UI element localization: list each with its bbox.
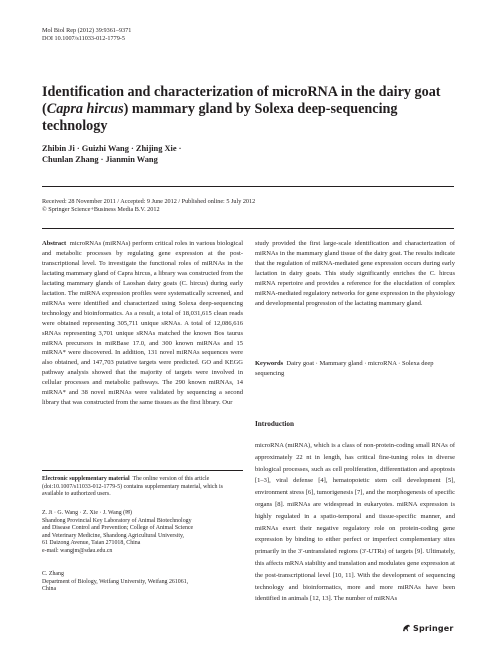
received-dates: Received: 28 November 2011 / Accepted: 9 June 2012 / Published online: 5 July 2012 (42, 198, 256, 205)
introduction-text: microRNA (miRNA), which is a class of non-protein-coding small RNAs of approximately 22 nt in length, has critical fine-tuning roles in diverse biological processes, such as cell proliferation, differentiation and apoptosis [1–3], viral defense [4], hematopoietic stem cell development [5], environment stress [6], tumorigenesis [7], and the morphogenesis of specific organs [8]. miRNAs are widespread in eukaryotes. miRNA expression is highly regulated in a spatio-temporal and tissue-specific manner, and miRNAs exert their negative regulatory role on protein-coding gene expression by binding to either perfect or imperfect complementary sites primarily in the 3′-untranslated regions (3′-UTRs) of targets [9]. Ultimately, this affects mRNA stability and translation and modulates gene expression at the post-transcriptional level [10, 11]. With the development of sequencing technology and bioinformatics, more and more miRNAs have been identified in animals [12, 13]. The number of miRNAs (255, 442, 455, 603)
footnote-divider (42, 470, 243, 471)
abstract-text: microRNAs (miRNAs) perform critical roles in various biological and metabolic processes by regulating gene expression at the post-transcriptional level. To investigate the functional roles of miRNAs in the lactating mammary gland of Capra hircus, a library was constructed from the lactating mammary glands of Laoshan dairy goats (C. hircus) during early lactation. The miRNA expression profiles were systematically screened, and miRNAs were identified and characterized using Solexa deep-sequencing technology and bioinformatics. As a result, a total of 18,031,615 clean reads were obtained representing 305,711 unique sRNAs. A total of 12,086,616 sRNAs representing 3,701 unique sRNAs matched the known Bos taurus miRNA precursors in miRBase 17.0, and 300 known miRNAs and 15 miRNA* were discovered. In addition, 131 novel miRNAs sequences were also obtained, and 147,703 putative targets were predicted. GO and KEGG pathway analysis showed that the majority of targets were involved in cellular processes and metabolic pathways. The 290 known miRNAs, 14 miRNA* and 38 novel miRNAs were validated by sequencing a second library that was constructed from the same tissues as the first library. Our (42, 240, 244, 407)
abstract-continued: study provided the first large-scale identification and characterization of miRNAs in the mammary gland tissue of the dairy goat. The results indicate that the regulation of miRNA-mediated gene expression occurs during early lactation in dairy goats. This study significantly enriches the C. hircus miRNA repertoire and provides a reference for the elucidation of complex miRNA-mediated regulatory networks for gene expression in the physiology and developmental progression of the lactating mammary gland. (255, 240, 455, 307)
esm-text: The online version of this article (doi:10.1007/s11033-012-1779-5) contains supplementary material, which is available to authorized users. (42, 476, 223, 498)
section-heading-introduction: Introduction (255, 420, 295, 428)
copyright: © Springer Science+Business Media B.V. 2012 (42, 206, 160, 213)
divider (42, 228, 454, 229)
species-name: Capra hircus (46, 100, 124, 117)
doi: DOI 10.1007/s11033-012-1779-5 (42, 35, 125, 42)
keywords (255, 359, 455, 379)
supplementary-note (42, 476, 243, 499)
abstract (42, 239, 243, 408)
journal-header (42, 27, 131, 43)
divider (42, 186, 454, 187)
affiliation-1: Z. Ji · G. Wang · Z. Xie · J. Wang (✉) Shandong Provincial Key Laboratory of Animal Biotechnology and Disease Control and Prevention; College of Animal Science and Veterinary Medicine, Shandong Agricultural University, 61 Daizong Avenue, Taian 271018, China e-mail: wangjm@sdau.edu.cn (42, 510, 243, 556)
esm-label: Electronic supplementary material (42, 476, 130, 482)
journal-citation: Mol Biol Rep (2012) 39:9361–9371 (42, 27, 132, 34)
publisher-name: Springer (413, 624, 454, 633)
springer-horse-icon (402, 624, 411, 632)
keywords-text: Dairy goat · Mammary gland · microRNA · Solexa deep sequencing (255, 360, 434, 377)
article-dates (42, 198, 255, 214)
keywords-label: Keywords (255, 360, 284, 367)
author-list: Zhibin Ji · Guizhi Wang · Zhijing Xie · Chunlan Zhang · Jianmin Wang (42, 144, 182, 164)
email: e-mail: wangjm@sdau.edu.cn (42, 547, 113, 554)
abstract-label: Abstract (42, 240, 67, 247)
publisher-logo (402, 624, 454, 633)
affiliation-2: C. Zhang Department of Biology, Weifang University, Weifang 261061, China (42, 571, 189, 593)
article-title: Identification and characterization of microRNA in the dairy goat (Capra hircus) mammary gland by Solexa deep-sequencing technology (42, 84, 441, 134)
